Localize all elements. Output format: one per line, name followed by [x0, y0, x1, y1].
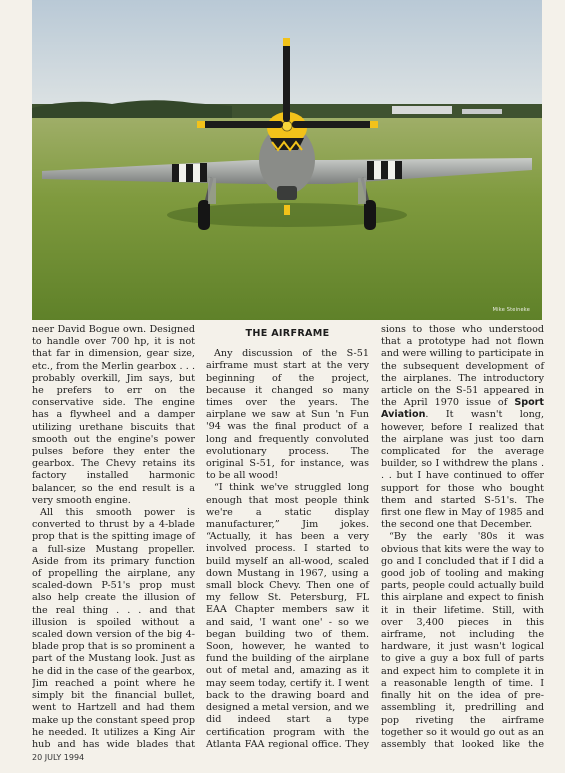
magazine-title: Sport Aviation [381, 397, 544, 421]
paragraph: Any discussion of the S-51 airframe must start at the very beginning of the project, because it changed so many times over the years. The airplane we saw at Sun 'n Fun '94 was the final product of a long and frequently convoluted evolutionary process. The original S-51, for instance, was to be all wood! [206, 348, 369, 482]
column-1 [32, 324, 195, 752]
s51-mustang-illustration [32, 0, 542, 320]
paragraph-text: sions to those who understood that a prototype had not flown and were willing to participate in the subsequent development of the airplanes. The introductory article on the S-51 appeared in the April 1970 issue of [381, 324, 544, 409]
paragraph: “I think we've struggled long enough that most people think we're a static display manufacturer,” Jim jokes. “Actually, it has been a very involved process. I started to build myself an all-wood, scaled down Mustang in 1967, using a small block Chevy. Then one of my fellow St. Petersburg, FL EAA Chapter members saw it and said, 'I want one' - so we began building two of them. Soon, however, he wanted to fund the building of the airplane out of metal and, amazing as it may seem today, certify it. I went back to the drawing board and designed a metal version, and we did indeed start a type certification program with the Atlanta FAA regional office. They [206, 482, 369, 750]
column-3 [381, 324, 544, 752]
column-2 [206, 324, 369, 752]
paragraph: All this smooth power is converted to thrust by a 4-blade prop that is the spitting image of a full-size Mustang propeller. Aside from its primary function of propelling the airplane, any scaled-down P-51's prop must also help create the illusion of the real thing . . . and that illusion is spoiled without a scaled down version of the big 4-blade prop that is so prominent a part of the Mustang look. Just as he did in the case of the gearbox, Jim reached a point where he simply bit the financial bullet, went to Hartzell and had them make up the constant speed prop he needed. It utilizes a King Air hub and has wide blades that [32, 507, 195, 750]
paragraph-text: . It wasn't long, however, before I realized that the airplane was just too darn complicated for the average builder, so I withdrew the plans . . . but I have continued to offer support for those who bought them and started S-51's. The first one flew in May of 1985 and the second one that December. [381, 409, 544, 531]
paragraph: neer David Bogue own. Designed to handle over 700 hp, it is not that far in dimension, gear size, etc., from the Merlin gearbox . . . probably overkill, Jim says, but he prefers to err on the conservative side. The engine has a flywheel and a damper utilizing urethane biscuits that smooth out the engine's power pulses before they enter the gearbox. The Chevy retains its factory installed harmonic balancer, so the end result is a very smooth engine. [32, 324, 195, 506]
page-footer: 20 JULY 1994 [32, 753, 85, 762]
section-heading: THE AIRFRAME [245, 328, 330, 339]
article-body [32, 324, 546, 752]
paragraph [381, 324, 544, 531]
photo-credit: Mike Steineke [492, 307, 530, 313]
aircraft-photo [32, 0, 542, 320]
paragraph: “By the early '80s it was obvious that kits were the way to go and I concluded that if I did a good job of tooling and making parts, people could actually build this airplane and expect to finish it in their lifetime. Still, with over 3,400 pieces in this airframe, not including the hardware, it just wasn't logical to give a guy a box full of parts and expect him to complete it in a reasonable length of time. I finally hit on the idea of pre-assembling it, predrilling and pop riveting the airframe together so it would go out as an assembly that looked like the [381, 531, 544, 750]
